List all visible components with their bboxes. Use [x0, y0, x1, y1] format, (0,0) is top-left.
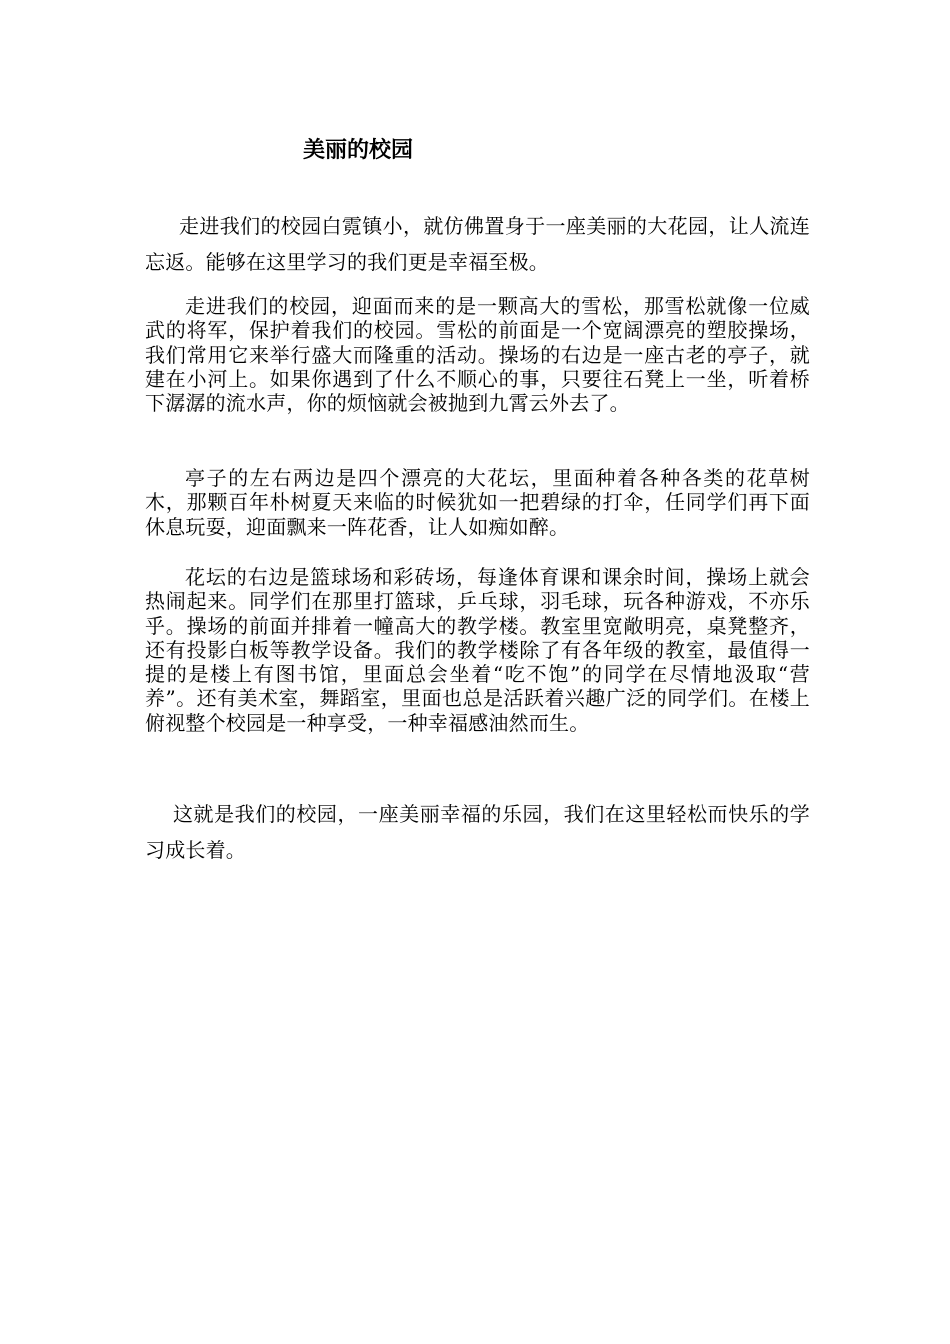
- paragraph-conclusion: 这就是我们的校园，一座美丽幸福的乐园，我们在这里轻松而快乐的学习成长着。: [145, 802, 810, 862]
- paragraph-snow-pine: 走进我们的校园，迎面而来的是一颗高大的雪松，那雪松就像一位威武的将军，保护着我们的校园。雪松的前面是一个宽阔漂亮的塑胶操场，我们常用它来举行盛大而隆重的活动。操场的右边是一座古老的亭子，就建在小河上。如果你遇到了什么不顺心的事，只要往石凳上一坐，听着桥下潺潺的流水声，你的烦恼就会被抛到九霄云外去了。: [145, 294, 810, 416]
- document-title: 美丽的校园: [303, 138, 414, 163]
- paragraph-playground: 花坛的右边是篮球场和彩砖场，每逢体育课和课余时间，操场上就会热闹起来。同学们在那里打篮球，乒乓球，羽毛球，玩各种游戏，不亦乐乎。操场的前面并排着一幢高大的教学楼。教室里宽敞明亮，桌凳整齐，还有投影白板等教学设备。我们的教学楼除了有各年级的教室，最值得一提的是楼上有图书馆，里面总会坐着“吃不饱”的同学在尽情地汲取“营养”。还有美术室，舞蹈室，里面也总是活跃着兴趣广泛的同学们。在楼上俯视整个校园是一种享受，一种幸福感油然而生。: [145, 565, 810, 735]
- paragraph-flower-beds: 亭子的左右两边是四个漂亮的大花坛，里面种着各种各类的花草树木，那颗百年朴树夏天来临的时候犹如一把碧绿的打伞，任同学们再下面休息玩耍，迎面飘来一阵花香，让人如痴如醉。: [145, 466, 810, 539]
- paragraph-intro: 走进我们的校园白霓镇小，就仿佛置身于一座美丽的大花园，让人流连忘返。能够在这里学习的我们更是幸福至极。: [145, 214, 810, 274]
